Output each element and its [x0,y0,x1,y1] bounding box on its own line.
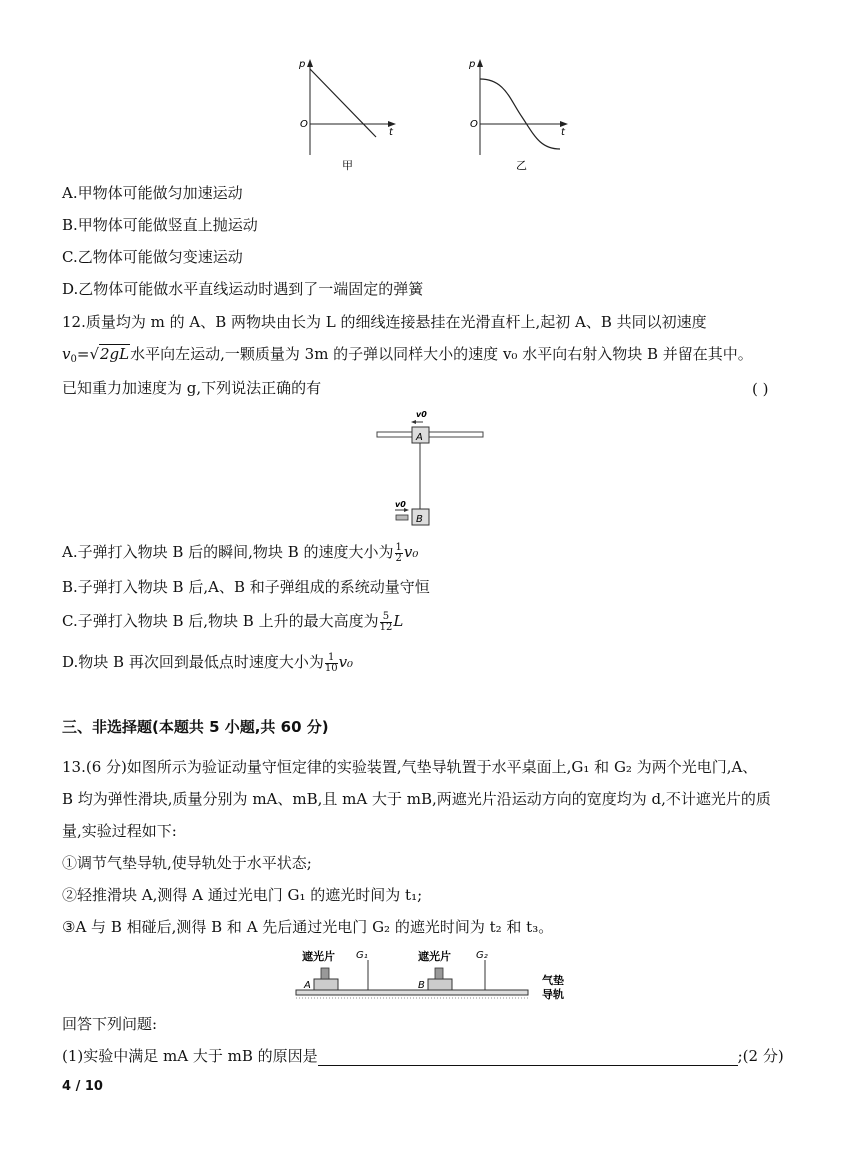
page-number: 4 / 10 [62,1079,103,1094]
block-a-label: A [416,432,423,443]
q12-option-b: B.子弹打入物块 B 后,A、B 和子弹组成的系统动量守恒 [62,578,430,596]
q13-subquestion-1: (1)实验中满足 mA 大于 mB 的原因是 ;(2 分) [62,1047,784,1065]
q13-step3: ③A 与 B 相碰后,测得 B 和 A 先后通过光电门 G₂ 的遮光时间为 t₂ 和 t₃。 [62,918,554,936]
graph-jia [290,55,400,175]
shade-label-1: 遮光片 [302,950,335,963]
v0-bottom-label: v0 [395,500,406,509]
q13-step1: ①调节气垫导轨,使导轨处于水平状态; [62,854,312,872]
q11-option-d: D.乙物体可能做水平直线运动时遇到了一端固定的弹簧 [62,280,424,298]
slider-a-label: A [304,980,311,991]
jia-origin-label: O [300,119,308,130]
q11-option-b: B.甲物体可能做竖直上抛运动 [62,216,258,234]
section-heading: 三、非选择题(本题共 5 小题,共 60 分) [62,718,329,736]
air-track-figure [290,946,580,1004]
yi-y-label: p [469,59,476,70]
q11-option-a: A.甲物体可能做匀加速运动 [62,184,243,202]
rail-label-line2: 导轨 [542,988,564,1001]
yi-x-label: t [561,127,565,138]
g2-label: G₂ [476,950,488,961]
jia-y-label: p [299,59,306,70]
yi-caption: 乙 [516,159,527,172]
q12-figure [375,405,490,527]
rail-label-line1: 气垫 [542,974,564,987]
g1-label: G₁ [356,950,368,961]
jia-x-label: t [389,127,393,138]
q12-stem-line2: $v_0=√2gL$水平向左运动,一颗质量为 3m 的子弹以同样大小的速度 v₀ 水平向右射入物块 B 并留在其中。 [62,345,753,365]
v0-top-label: v0 [416,410,427,419]
answer-blank[interactable] [318,1051,738,1066]
q13-step2: ②轻推滑块 A,测得 A 通过光电门 G₁ 的遮光时间为 t₁; [62,886,423,904]
slider-b-label: B [418,980,425,991]
q13-stem-line1: 13.(6 分)如图所示为验证动量守恒定律的实验装置,气垫导轨置于水平桌面上,G₁ 和 G₂ 为两个光电门,A、 [62,758,758,776]
q12-option-a: A.子弹打入物块 B 后的瞬间,物块 B 的速度大小为 $\frac{1}{2}$ v₀ [62,541,419,564]
q12-stem-line3: 已知重力加速度为 g,下列说法正确的有 [62,379,322,397]
shade-label-2: 遮光片 [418,950,451,963]
jia-caption: 甲 [342,159,353,172]
q13-answer-intro: 回答下列问题: [62,1015,158,1033]
answer-parentheses: ( ) [752,380,769,398]
block-b-label: B [416,514,423,525]
q13-stem-line3: 量,实验过程如下: [62,822,177,840]
q12-stem-line1: 12.质量均为 m 的 A、B 两物块由长为 L 的细线连接悬挂在光滑直杆上,起初 A、B 共同以初速度 [62,313,707,331]
q13-stem-line2: B 均为弹性滑块,质量分别为 mA、mB,且 mA 大于 mB,两遮光片沿运动方向的宽度均为 d,不计遮光片的质 [62,790,771,808]
q12-option-d: D.物块 B 再次回到最低点时速度大小为 $\frac{1}{10}$ v₀ [62,651,354,674]
yi-origin-label: O [470,119,478,130]
q12-option-c: C.子弹打入物块 B 后,物块 B 上升的最大高度为 $\frac{5}{12}$ L [62,610,404,633]
q11-option-c: C.乙物体可能做匀变速运动 [62,248,243,266]
graph-yi [460,55,575,175]
